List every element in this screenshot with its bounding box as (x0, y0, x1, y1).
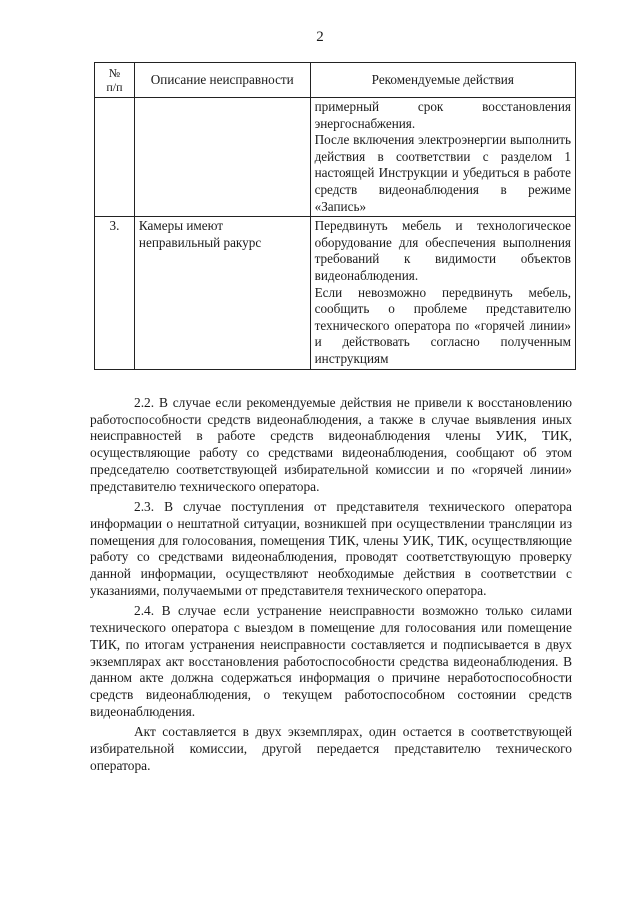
row-description: Камеры имеют неправильный ракурс (134, 217, 310, 369)
action-text: примерный срок восстановления энергоснабжения. (314, 99, 571, 131)
row-actions (310, 98, 575, 217)
paragraph-2-4: 2.4. В случае если устранение неисправности возможно только силами технического оператора с выездом в помещение для голосования или помещение ТИК, по итогам устранения неисправности составляется и подписывается в двух экземплярах акт восстановления работоспособности средства видеонаблюдения. В данном акте должна содержаться информация о причине неработоспособности средств видеонаблюдения, о текущем работоспособном состоянии средств видеонаблюдения. (90, 603, 572, 719)
body-text (90, 395, 572, 778)
table-row (95, 217, 576, 369)
row-number (95, 98, 135, 217)
paragraph-2-3: 2.3. В случае поступления от представителя технического оператора информации о нештатной ситуации, возникшей при осуществлении трансляции из помещения для голосования, помещения ТИК, члены УИК, ТИК, осуществляющие работу со средствами видеонаблюдения, проводят соответствующую проверку данной информации, осуществляют необходимые действия в соответствии с указаниями, получаемыми от представителя технического оператора. (90, 499, 572, 598)
header-number (95, 63, 135, 98)
row-number: 3. (95, 217, 135, 369)
table-header-row (95, 63, 576, 98)
page-number: 2 (316, 29, 324, 45)
header-number-line1: № (108, 66, 121, 80)
paragraph-act: Акт составляется в двух экземплярах, один остается в соответствующей избирательной комиссии, другой передается представителю технического оператора. (90, 724, 572, 773)
action-text: Передвинуть мебель и технологическое оборудование для обеспечения выполнения требований к видимости объектов видеонаблюдения. (314, 218, 571, 283)
table-row (95, 98, 576, 217)
row-actions (310, 217, 575, 369)
header-number-line2: п/п (106, 80, 123, 94)
header-actions: Рекомендуемые действия (310, 63, 575, 98)
action-text: После включения электроэнергии выполнить действия в соответствии с разделом 1 настоящей Инструкции и убедиться в работе средств видеонаблюдения в режиме «Запись» (314, 132, 571, 214)
action-text: Если невозможно передвинуть мебель, сообщить о проблеме представителю технического оператора по «горячей линии» и действовать согласно полученным инструкциям (314, 284, 571, 366)
paragraph-2-2: 2.2. В случае если рекомендуемые действия не привели к восстановлению работоспособности средств видеонаблюдения, а также в случае выявления иных неисправностей в работе средств видеонаблюдения члены УИК, ТИК, осуществляющие работу со средствами видеонаблюдения, сообщают об этом председателю соответствующей избирательной комиссии и по «горячей линии» представителю технического оператора. (90, 395, 572, 494)
row-description (134, 98, 310, 217)
header-description: Описание неисправности (134, 63, 310, 98)
fault-table (94, 62, 576, 370)
